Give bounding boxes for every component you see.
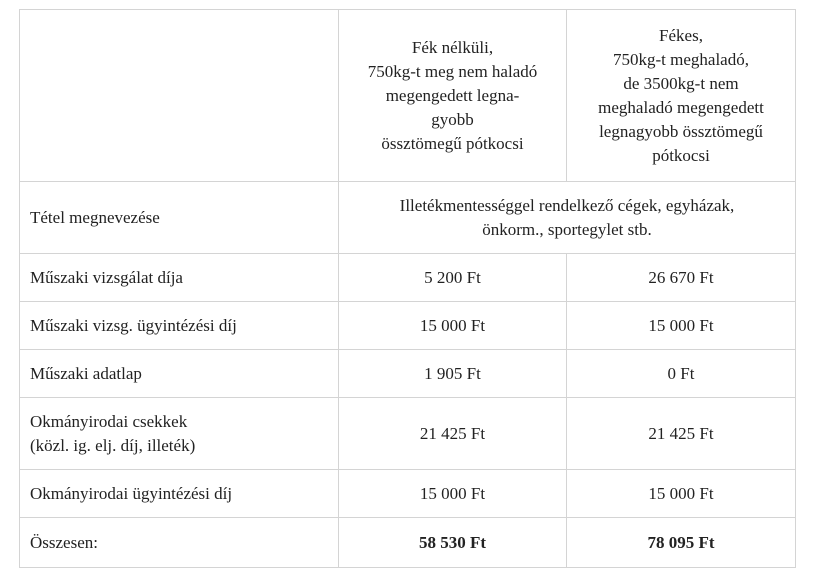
row-value-no-brake: 15 000 Ft	[339, 470, 567, 518]
table-row	[20, 254, 796, 302]
header-braked-trailer: Fékes, 750kg-t meghaladó, de 3500kg-t nem meghaladó megengedett legnagyobb össztömegű pótkocsi	[567, 10, 796, 182]
row-value-braked: 0 Ft	[567, 350, 796, 398]
row-label: Műszaki vizsgálat díja	[20, 254, 339, 302]
table-row	[20, 470, 796, 518]
row-value-braked: 21 425 Ft	[567, 398, 796, 470]
row-value-no-brake: 1 905 Ft	[339, 350, 567, 398]
fee-table	[19, 9, 796, 568]
header-row	[20, 10, 796, 182]
row-label: Műszaki vizsg. ügyintézési díj	[20, 302, 339, 350]
header-empty-cell	[20, 10, 339, 182]
row-value-braked: 15 000 Ft	[567, 302, 796, 350]
exemption-note: Illetékmentességgel rendelkező cégek, egyházak, önkorm., sportegylet stb.	[339, 182, 796, 254]
total-value-braked: 78 095 Ft	[567, 518, 796, 568]
subheader-row	[20, 182, 796, 254]
item-name-label: Tétel megnevezése	[20, 182, 339, 254]
total-value-no-brake: 58 530 Ft	[339, 518, 567, 568]
row-value-braked: 26 670 Ft	[567, 254, 796, 302]
header-no-brake-trailer: Fék nélküli, 750kg-t meg nem haladó megengedett legna- gyobb össztömegű pótkocsi	[339, 10, 567, 182]
row-value-no-brake: 15 000 Ft	[339, 302, 567, 350]
row-label: Műszaki adatlap	[20, 350, 339, 398]
total-row	[20, 518, 796, 568]
row-label: Okmányirodai csekkek (közl. ig. elj. díj, illeték)	[20, 398, 339, 470]
table-row	[20, 398, 796, 470]
table-row	[20, 350, 796, 398]
table-row	[20, 302, 796, 350]
row-value-no-brake: 21 425 Ft	[339, 398, 567, 470]
row-value-braked: 15 000 Ft	[567, 470, 796, 518]
row-value-no-brake: 5 200 Ft	[339, 254, 567, 302]
total-label: Összesen:	[20, 518, 339, 568]
row-label: Okmányirodai ügyintézési díj	[20, 470, 339, 518]
